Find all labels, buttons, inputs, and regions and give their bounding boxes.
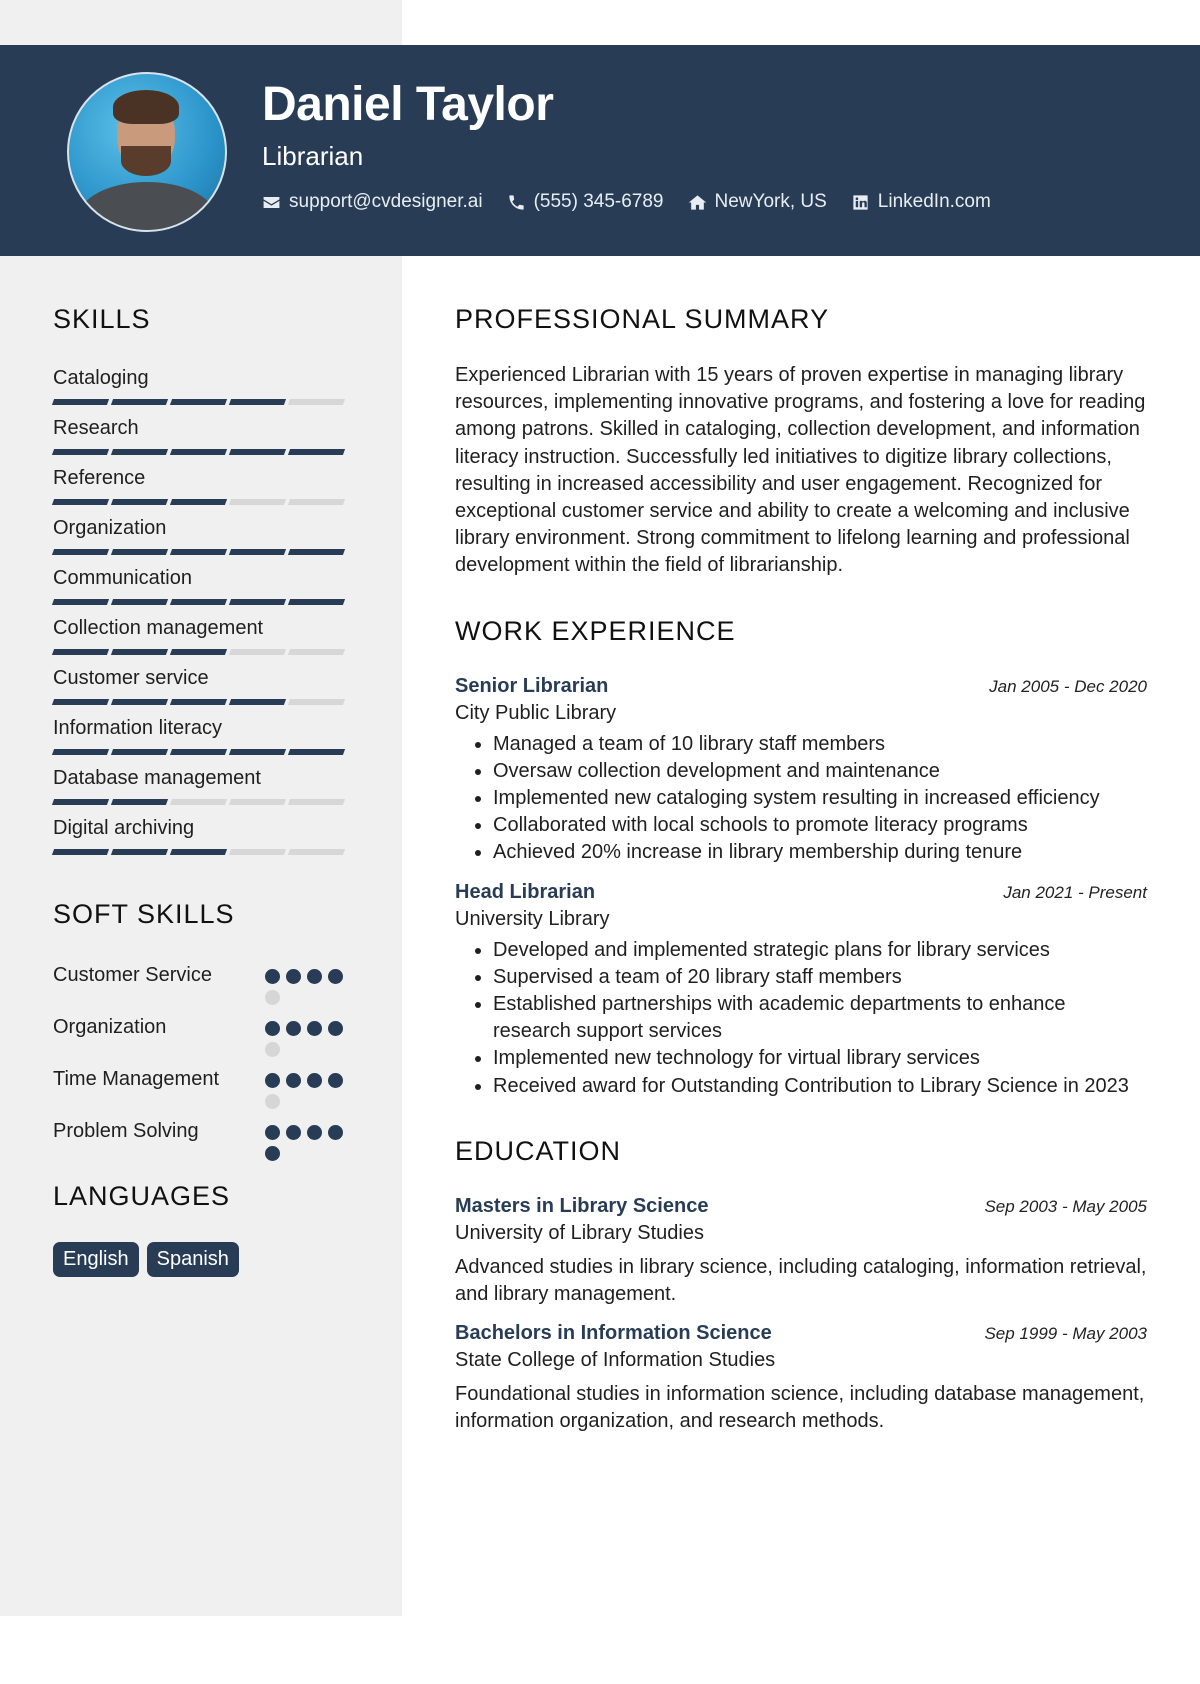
skill-item bbox=[53, 365, 349, 415]
soft-skill-rating bbox=[265, 1066, 349, 1109]
sidebar bbox=[53, 304, 349, 1277]
skill-level-segment bbox=[288, 699, 345, 705]
skill-label: Research bbox=[53, 417, 139, 439]
skill-level-segment bbox=[229, 749, 286, 755]
skill-level-segment bbox=[170, 699, 227, 705]
skill-level-segment bbox=[288, 499, 345, 505]
skill-label: Customer service bbox=[53, 667, 209, 689]
skill-level-segment bbox=[111, 699, 168, 705]
skills-list bbox=[53, 365, 349, 865]
job-entry bbox=[455, 881, 1147, 1100]
skill-level-segment bbox=[288, 749, 345, 755]
skill-level-segment bbox=[229, 699, 286, 705]
soft-skill-item bbox=[53, 1066, 349, 1109]
avatar bbox=[67, 72, 227, 232]
skill-level-segment bbox=[111, 749, 168, 755]
job-bullet: • Implemented new technology for virtual library services bbox=[493, 1045, 1147, 1072]
education-school: State College of Information Studies bbox=[455, 1349, 776, 1372]
skill-level-segment bbox=[229, 549, 286, 555]
skill-item bbox=[53, 465, 349, 515]
candidate-role: Librarian bbox=[262, 141, 364, 171]
skill-level-segment bbox=[170, 849, 227, 855]
skill-level-segment bbox=[229, 449, 286, 455]
rating-dot bbox=[265, 1073, 280, 1088]
language-badge: Spanish bbox=[147, 1242, 239, 1277]
job-bullet: • Implemented new cataloging system resulting in increased efficiency bbox=[493, 785, 1147, 812]
skill-label: Digital archiving bbox=[53, 817, 195, 839]
skills-heading: SKILLS bbox=[53, 304, 151, 334]
skill-level-segment bbox=[170, 499, 227, 505]
skill-level-segment bbox=[229, 849, 286, 855]
skill-level-segment bbox=[229, 399, 286, 405]
skill-level-bar bbox=[53, 449, 349, 455]
rating-dot bbox=[328, 1021, 343, 1036]
job-bullet: • Collaborated with local schools to promote literacy programs bbox=[493, 812, 1147, 839]
rating-dot bbox=[307, 969, 322, 984]
job-bullets bbox=[455, 731, 1147, 867]
job-organization: City Public Library bbox=[455, 701, 617, 724]
job-bullet: • Developed and implemented strategic plans for library services bbox=[493, 937, 1147, 964]
skill-label: Cataloging bbox=[53, 367, 149, 389]
contact-bar bbox=[262, 191, 991, 213]
skill-label: Database management bbox=[53, 767, 261, 789]
experience-list bbox=[455, 675, 1147, 1100]
skill-level-segment bbox=[288, 449, 345, 455]
job-dates: Jan 2005 - Dec 2020 bbox=[989, 676, 1147, 696]
job-bullet: • Established partnerships with academic departments to enhance research support services bbox=[493, 991, 1147, 1045]
soft-skill-item bbox=[53, 962, 349, 1005]
header-banner bbox=[0, 45, 1200, 256]
soft-skill-label: Time Management bbox=[53, 1068, 219, 1090]
education-list bbox=[455, 1195, 1147, 1436]
job-header bbox=[455, 675, 1147, 698]
soft-skill-rating bbox=[265, 1014, 349, 1057]
contact-location bbox=[688, 191, 827, 213]
main-column bbox=[455, 304, 1147, 1436]
language-badge: English bbox=[53, 1242, 139, 1277]
job-bullet: • Achieved 20% increase in library membership during tenure bbox=[493, 839, 1147, 866]
rating-dot bbox=[265, 1146, 280, 1161]
rating-dot bbox=[307, 1021, 322, 1036]
skill-level-segment bbox=[52, 599, 109, 605]
rating-dot bbox=[307, 1073, 322, 1088]
job-bullet: • Supervised a team of 20 library staff members bbox=[493, 964, 1147, 991]
candidate-name: Daniel Taylor bbox=[262, 78, 554, 131]
skill-level-segment bbox=[288, 549, 345, 555]
soft-skills-list bbox=[53, 962, 349, 1161]
job-bullet: • Oversaw collection development and maintenance bbox=[493, 758, 1147, 785]
skill-level-bar bbox=[53, 849, 349, 855]
rating-dot bbox=[265, 1042, 280, 1057]
skill-level-segment bbox=[52, 449, 109, 455]
education-header bbox=[455, 1322, 1147, 1345]
soft-skill-label: Problem Solving bbox=[53, 1120, 199, 1142]
skill-level-segment bbox=[288, 649, 345, 655]
skill-level-segment bbox=[52, 499, 109, 505]
skill-level-segment bbox=[111, 449, 168, 455]
skill-level-segment bbox=[170, 649, 227, 655]
contact-email[interactable] bbox=[262, 191, 483, 213]
skill-level-segment bbox=[170, 549, 227, 555]
skill-level-segment bbox=[170, 749, 227, 755]
skill-item bbox=[53, 815, 349, 865]
rating-dot bbox=[328, 1125, 343, 1140]
skill-level-segment bbox=[288, 399, 345, 405]
education-entry bbox=[455, 1195, 1147, 1308]
email-text: support@cvdesigner.ai bbox=[289, 191, 483, 212]
job-dates: Jan 2021 - Present bbox=[1003, 882, 1147, 902]
skill-level-segment bbox=[229, 599, 286, 605]
skill-level-segment bbox=[229, 649, 286, 655]
education-heading: EDUCATION bbox=[455, 1135, 622, 1166]
home-icon bbox=[688, 193, 707, 212]
skill-level-segment bbox=[288, 849, 345, 855]
contact-linkedin[interactable] bbox=[851, 191, 991, 213]
skill-item bbox=[53, 665, 349, 715]
skill-level-bar bbox=[53, 749, 349, 755]
skill-label: Information literacy bbox=[53, 717, 222, 739]
skill-item bbox=[53, 565, 349, 615]
skill-level-bar bbox=[53, 599, 349, 605]
job-organization: University Library bbox=[455, 907, 610, 930]
skill-level-segment bbox=[111, 599, 168, 605]
job-header bbox=[455, 881, 1147, 904]
job-bullets bbox=[455, 937, 1147, 1100]
job-title: Head Librarian bbox=[455, 880, 596, 903]
skill-label: Organization bbox=[53, 517, 167, 539]
rating-dot bbox=[286, 1073, 301, 1088]
skill-level-bar bbox=[53, 699, 349, 705]
skill-level-bar bbox=[53, 399, 349, 405]
skill-level-segment bbox=[111, 799, 168, 805]
skill-label: Communication bbox=[53, 567, 192, 589]
rating-dot bbox=[265, 1021, 280, 1036]
rating-dot bbox=[307, 1125, 322, 1140]
skill-level-segment bbox=[111, 399, 168, 405]
skill-level-segment bbox=[288, 799, 345, 805]
skill-level-bar bbox=[53, 499, 349, 505]
skill-level-segment bbox=[170, 399, 227, 405]
linkedin-text: LinkedIn.com bbox=[877, 191, 991, 212]
skill-level-segment bbox=[52, 649, 109, 655]
job-title: Senior Librarian bbox=[455, 674, 609, 697]
rating-dot bbox=[328, 969, 343, 984]
languages-heading: LANGUAGES bbox=[53, 1181, 231, 1211]
phone-text: (555) 345-6789 bbox=[533, 191, 664, 212]
skill-level-segment bbox=[170, 449, 227, 455]
skill-item bbox=[53, 715, 349, 765]
skill-level-segment bbox=[52, 399, 109, 405]
education-degree: Bachelors in Information Science bbox=[455, 1322, 772, 1345]
education-description: Foundational studies in information science, including database management, information organization, and research methods. bbox=[455, 1383, 1145, 1433]
skill-level-segment bbox=[52, 849, 109, 855]
rating-dot bbox=[265, 1125, 280, 1140]
contact-phone[interactable] bbox=[507, 191, 664, 213]
education-dates: Sep 1999 - May 2003 bbox=[984, 1324, 1147, 1344]
skill-level-segment bbox=[111, 649, 168, 655]
skill-level-segment bbox=[111, 549, 168, 555]
rating-dot bbox=[286, 1125, 301, 1140]
soft-skills-heading: SOFT SKILLS bbox=[53, 899, 235, 929]
education-entry bbox=[455, 1322, 1147, 1435]
skill-level-bar bbox=[53, 649, 349, 655]
education-description: Advanced studies in library science, including cataloging, information retrieval, and library management. bbox=[455, 1255, 1147, 1306]
phone-icon bbox=[507, 193, 526, 212]
skill-level-segment bbox=[170, 599, 227, 605]
summary-text: Experienced Librarian with 15 years of proven expertise in managing library resources, implementing innovative programs, and fostering a love for reading among patrons. Skilled in cataloging, collection development, and information literacy instruction. Successfully led initiatives to digitize library collections, resulting in increased accessibility and user engagement. Recognized for exceptional customer service and ability to create a welcoming and inclusive library environment. Strong commitment to lifelong learning and professional development within the field of librarianship. bbox=[455, 364, 1146, 577]
rating-dot bbox=[265, 990, 280, 1005]
education-dates: Sep 2003 - May 2005 bbox=[984, 1196, 1147, 1216]
skill-label: Collection management bbox=[53, 617, 264, 639]
education-degree: Masters in Library Science bbox=[455, 1194, 709, 1217]
rating-dot bbox=[286, 969, 301, 984]
skill-item bbox=[53, 415, 349, 465]
skill-level-segment bbox=[229, 799, 286, 805]
skill-level-bar bbox=[53, 799, 349, 805]
rating-dot bbox=[265, 1094, 280, 1109]
skill-level-bar bbox=[53, 549, 349, 555]
skill-item bbox=[53, 515, 349, 565]
soft-skill-rating bbox=[265, 962, 349, 1005]
soft-skill-label: Customer Service bbox=[53, 964, 212, 986]
skill-level-segment bbox=[52, 749, 109, 755]
rating-dot bbox=[286, 1021, 301, 1036]
education-school: University of Library Studies bbox=[455, 1221, 704, 1244]
soft-skill-item bbox=[53, 1118, 349, 1161]
skill-level-segment bbox=[288, 599, 345, 605]
envelope-icon bbox=[262, 193, 281, 212]
skill-level-segment bbox=[170, 799, 227, 805]
skill-item bbox=[53, 765, 349, 815]
job-bullet: • Managed a team of 10 library staff members bbox=[493, 731, 1147, 758]
skill-level-segment bbox=[111, 499, 168, 505]
skill-item bbox=[53, 615, 349, 665]
job-entry bbox=[455, 675, 1147, 867]
skill-label: Reference bbox=[53, 467, 146, 489]
skill-level-segment bbox=[52, 699, 109, 705]
job-bullet: • Received award for Outstanding Contribution to Library Science in 2023 bbox=[493, 1073, 1147, 1100]
location-text: NewYork, US bbox=[714, 191, 827, 212]
summary-heading: PROFESSIONAL SUMMARY bbox=[455, 304, 830, 334]
education-header bbox=[455, 1195, 1147, 1218]
rating-dot bbox=[328, 1073, 343, 1088]
rating-dot bbox=[265, 969, 280, 984]
soft-skill-item bbox=[53, 1014, 349, 1057]
skill-level-segment bbox=[52, 799, 109, 805]
languages-list bbox=[53, 1242, 349, 1277]
skill-level-segment bbox=[229, 499, 286, 505]
skill-level-segment bbox=[52, 549, 109, 555]
experience-heading: WORK EXPERIENCE bbox=[455, 615, 736, 646]
soft-skill-label: Organization bbox=[53, 1016, 167, 1038]
skill-level-segment bbox=[111, 849, 168, 855]
soft-skill-rating bbox=[265, 1118, 349, 1161]
linkedin-icon bbox=[851, 193, 870, 212]
